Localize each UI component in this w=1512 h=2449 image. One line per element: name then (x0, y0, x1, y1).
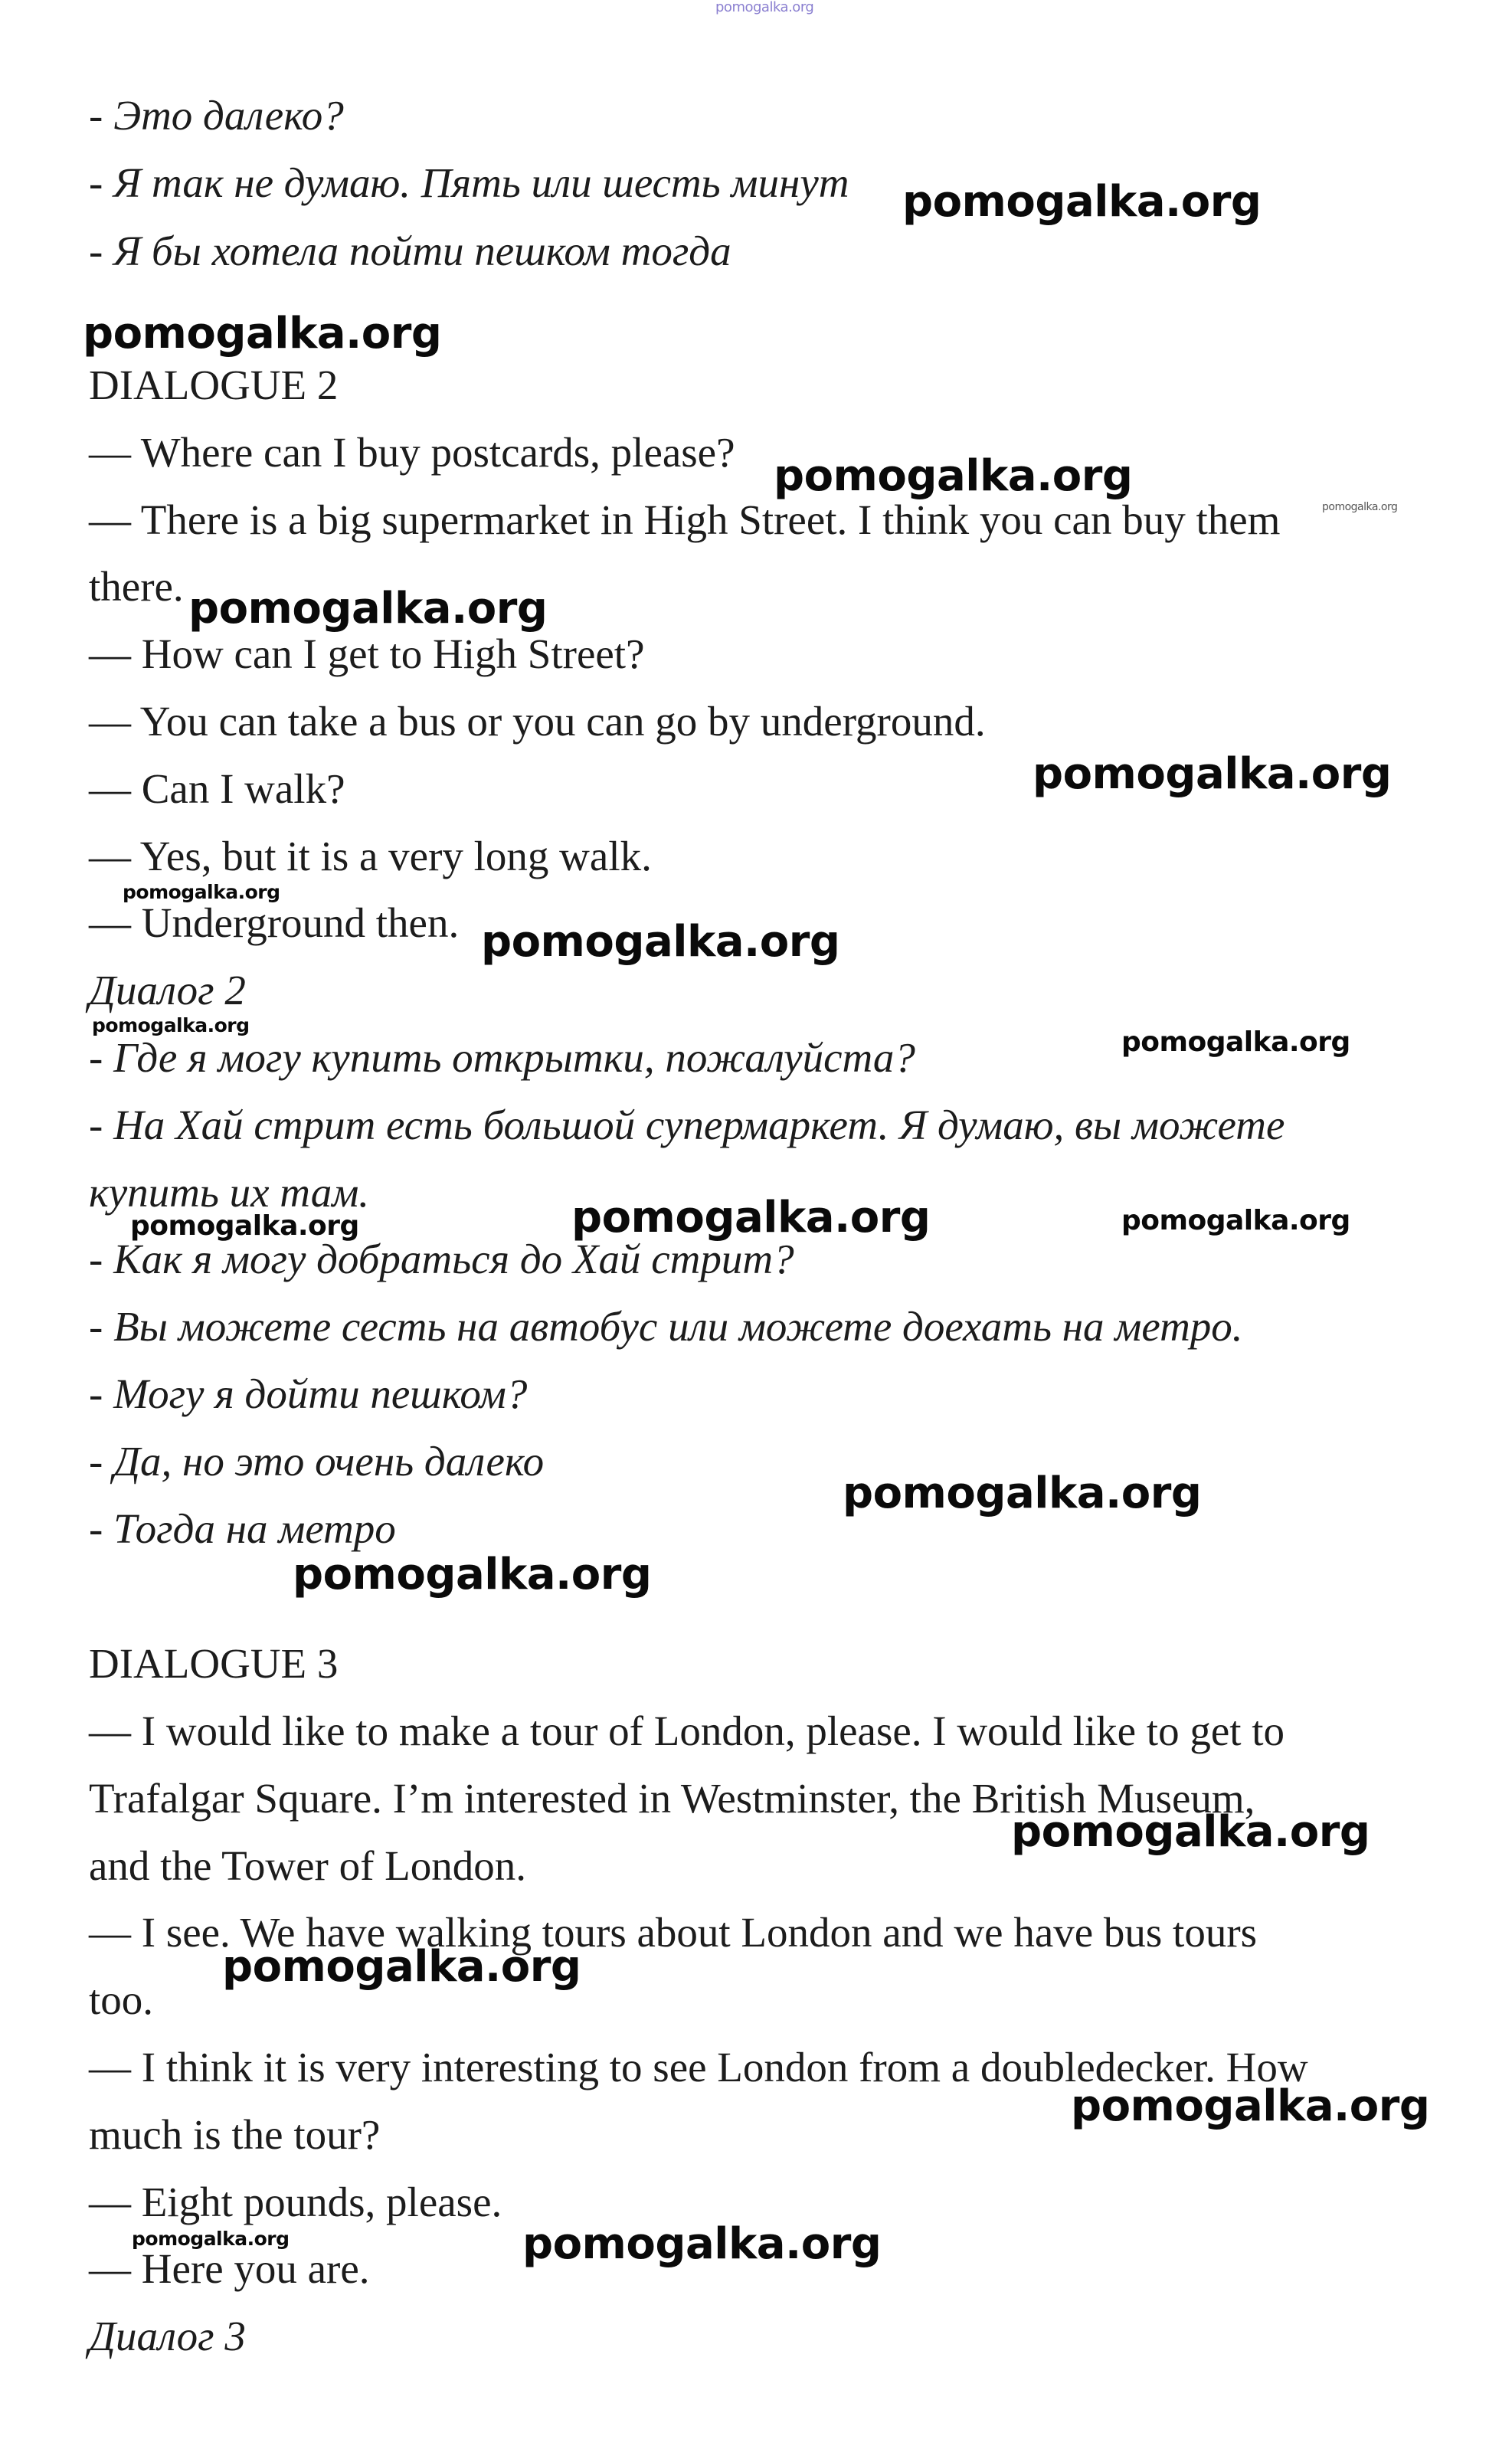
watermark-mid: pomogalka.org (130, 1210, 359, 1242)
watermark: pomogalka.org (774, 451, 1133, 501)
dialogue2-ru-title: Диалог 2 (89, 967, 246, 1013)
watermark: pomogalka.org (571, 1193, 931, 1243)
dialogue2-ru-line-7: - Да, но это очень далеко (89, 1438, 545, 1485)
dialogue3-line-2: Trafalgar Square. I’m interested in Westminster, the British Museum, (89, 1775, 1255, 1822)
watermark: pomogalka.org (522, 2219, 882, 2269)
dialogue2-line-1: — Where can I buy postcards, please? (89, 429, 735, 476)
dialogue2-line-2: — There is a big supermarket in High Street. I think you can buy them (89, 496, 1281, 543)
dialogue2-line-6: — Can I walk? (89, 765, 345, 812)
watermark: pomogalka.org (902, 177, 1262, 227)
dialogue2-ru-line-8: - Тогда на метро (89, 1505, 396, 1552)
dialogue1-ru-line-3: - Я бы хотела пойти пешком тогда (89, 228, 731, 274)
watermark: pomogalka.org (1033, 749, 1392, 799)
dialogue2-line-5: — You can take a bus or you can go by underground. (89, 698, 986, 745)
dialogue3-line-9: — Here you are. (89, 2245, 370, 2292)
watermark: pomogalka.org (293, 1550, 652, 1599)
dialogue3-line-3: and the Tower of London. (89, 1842, 526, 1889)
dialogue1-ru-line-2: - Я так не думаю. Пять или шесть минут (89, 159, 849, 206)
watermark: pomogalka.org (222, 1942, 581, 1992)
dialogue2-ru-line-2: - На Хай стрит есть большой супермаркет. Я думаю, вы можете (89, 1102, 1285, 1148)
dialogue2-title: DIALOGUE 2 (89, 362, 339, 408)
dialogue2-line-8: — Underground then. (89, 899, 460, 946)
dialogue2-line-4: — How can I get to High Street? (89, 630, 645, 677)
watermark-mid: pomogalka.org (1121, 1026, 1350, 1058)
watermark-small: pomogalka.org (92, 1014, 250, 1036)
dialogue3-line-1: — I would like to make a tour of London, please. I would like to get to (89, 1707, 1285, 1754)
watermark-top: pomogalka.org (715, 0, 814, 15)
dialogue3-line-8: — Eight pounds, please. (89, 2179, 502, 2225)
dialogue3-line-5: too. (89, 1976, 154, 2023)
watermark-tiny: pomogalka.org (1322, 501, 1398, 513)
dialogue3-line-6: — I think it is very interesting to see London from a doubledecker. How (89, 2044, 1308, 2090)
watermark: pomogalka.org (481, 917, 840, 967)
watermark-mid: pomogalka.org (1121, 1205, 1350, 1236)
dialogue2-ru-line-3: купить их там. (89, 1169, 370, 1216)
dialogue3-line-7: much is the tour? (89, 2111, 381, 2158)
dialogue2-line-7: — Yes, but it is a very long walk. (89, 833, 652, 879)
dialogue2-ru-line-1: - Где я могу купить открытки, пожалуйста? (89, 1034, 915, 1081)
watermark-small: pomogalka.org (132, 2228, 290, 2250)
dialogue2-ru-line-6: - Могу я дойти пешком? (89, 1370, 528, 1417)
watermark: pomogalka.org (188, 584, 548, 634)
dialogue3-ru-title: Диалог 3 (89, 2313, 246, 2359)
watermark: pomogalka.org (1011, 1807, 1370, 1857)
dialogue3-line-4: — I see. We have walking tours about London and we have bus tours (89, 1909, 1258, 1956)
watermark: pomogalka.org (83, 309, 442, 359)
watermark: pomogalka.org (843, 1468, 1202, 1518)
dialogue3-title: DIALOGUE 3 (89, 1640, 339, 1687)
dialogue2-ru-line-5: - Вы можете сесть на автобус или можете доехать на метро. (89, 1303, 1243, 1350)
watermark: pomogalka.org (1071, 2081, 1430, 2131)
dialogue2-ru-line-4: - Как я могу добраться до Хай стрит? (89, 1236, 794, 1282)
watermark-small: pomogalka.org (123, 881, 280, 903)
dialogue1-ru-line-1: - Это далеко? (89, 92, 344, 139)
dialogue2-line-3: there. (89, 563, 184, 610)
